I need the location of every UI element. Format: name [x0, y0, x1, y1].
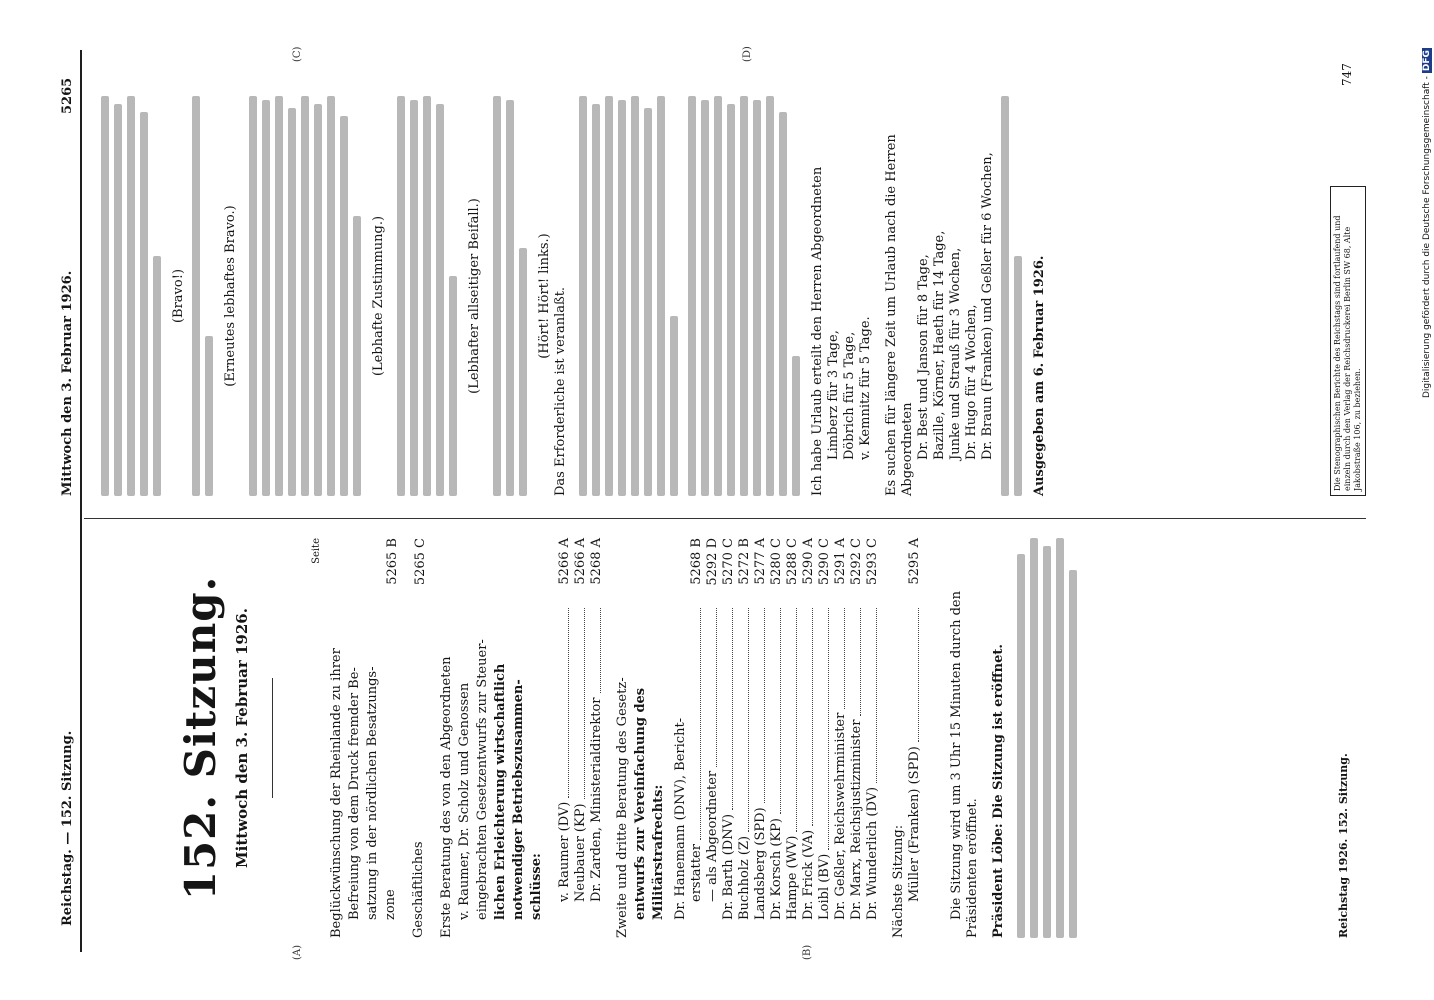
issue-date: Ausgegeben am 6. Februar 1926.: [1032, 255, 1047, 496]
speaker-page: 5295 A: [907, 538, 922, 585]
interjection: (Lebhafte Zustimmung.): [371, 215, 386, 377]
speaker-name: Hampe (WV): [785, 835, 800, 920]
toc-line: schlüsse:: [529, 853, 544, 920]
text-line: Dr. Hugo für 4 Wochen,: [964, 304, 979, 460]
speaker-page: 5268 A: [589, 538, 604, 585]
long-leave-paragraph: [884, 96, 1022, 496]
toc-line: zone: [383, 889, 398, 920]
speaker-page: 5290 C: [817, 538, 832, 586]
seite-label: Seite: [311, 538, 322, 564]
speaker-entry: [817, 538, 833, 938]
president-opening: Präsident Löbe: Die Sitzung ist eröffnet.: [991, 644, 1006, 938]
toc-line: Befreiung von dem Druck fremder Be-: [347, 667, 362, 920]
president-speech-placeholder: [1017, 538, 1077, 938]
next-session-label: Nächste Sitzung:: [891, 824, 906, 938]
margin-letter-c: (C): [292, 46, 303, 62]
toc-page-ref: 5265 B: [385, 538, 400, 585]
speaker-entry: [705, 538, 721, 938]
next-session: [891, 538, 923, 938]
text-line: Das Erforderliche ist veranlaßt.: [553, 286, 568, 496]
speaker-name: Dr. Wunderlich (DV): [865, 786, 880, 920]
text-line: Dr. Braun (Franken) und Geßler für 6 Wochen,: [980, 152, 995, 460]
digitization-credit: [1422, 48, 1432, 398]
speaker-page: 5270 C: [721, 538, 736, 586]
speaker-page: 5292 D: [705, 538, 720, 586]
speaker-entry: [907, 538, 923, 938]
speaker-page: 5280 C: [769, 538, 784, 586]
interjection: (Lebhafter allseitiger Beifall.): [467, 198, 482, 394]
text-line: Es suchen für längere Zeit um Urlaub nach die Herren Abgeordneten: [884, 134, 915, 496]
left-column: [96, 538, 1087, 938]
page-footer: Reichstag 1926. 152. Sitzung.: [1337, 753, 1350, 938]
speaker-name: erstatter: [689, 844, 704, 902]
speaker-name: Buchholz (Z): [737, 835, 752, 920]
toc-line: lichen Erleichterung wirtschaftlich: [493, 663, 508, 920]
speaker-name: Dr. Zarden, Ministerialdirektor: [589, 697, 604, 902]
toc-line: Militärstrafrechts:: [651, 784, 666, 920]
digitization-credit-text: Digitalisierung gefördert durch die Deutsche Forschungsgemeinschaft -: [1422, 76, 1432, 398]
toc-line: satzung in der nördlichen Besatzungs-: [365, 666, 380, 920]
speaker-page: 5288 C: [785, 538, 800, 586]
text-line: Dr. Best und Janson für 8 Tage,: [916, 254, 931, 460]
speaker-entry: [589, 538, 605, 938]
speaker-entry: [573, 538, 589, 938]
opening-paragraph: [949, 538, 981, 938]
paragraph-placeholder: [579, 96, 678, 496]
speaker-entry: [689, 538, 705, 938]
margin-letter-b: (B): [802, 944, 813, 960]
speaker-page: 5293 C: [865, 538, 880, 586]
text-line: Präsidenten eröffnet.: [965, 798, 980, 938]
paragraph-placeholder: [249, 96, 361, 496]
toc-line: notwendiger Betriebszusammen-: [511, 679, 526, 920]
text-line: Limberz für 3 Tage,: [826, 330, 841, 460]
toc-entry: [329, 538, 401, 938]
speaker-entry: [721, 538, 737, 938]
speaker-name: Dr. Barth (DNV): [721, 813, 736, 920]
speaker-entry: [801, 538, 817, 938]
text-line: Junke und Strauß für 3 Wochen,: [948, 247, 963, 460]
toc-line: Erste Beratung des von den Abgeordneten: [439, 656, 454, 938]
speaker-name: Landsberg (SPD): [753, 807, 768, 920]
paragraph-placeholder: [192, 96, 213, 496]
header-rule: [80, 50, 82, 952]
paragraph-placeholder: [397, 96, 457, 496]
dfg-logo: DFG: [1422, 50, 1432, 72]
speaker-entry: [833, 538, 849, 938]
speaker-entry: [769, 538, 785, 938]
speaker-name: Neubauer (KP): [573, 803, 588, 902]
toc-line: Beglückwünschung der Rheinlande zu ihrer: [329, 648, 344, 938]
speaker-name: Loibl (BV): [817, 853, 832, 920]
paragraph-placeholder: [101, 96, 161, 496]
toc-line: v. Raumer, Dr. Scholz und Genossen: [457, 682, 472, 920]
running-header-date: Mittwoch den 3. Februar 1926.: [60, 270, 75, 496]
speaker-page: 5292 C: [849, 538, 864, 586]
text-line: Bazille, Körner, Haeth für 14 Tage,: [932, 230, 947, 460]
leave-paragraph: [810, 96, 874, 496]
text-line: Döbrich für 5 Tage,: [842, 331, 857, 460]
speaker-entry: [785, 538, 801, 938]
toc-page-ref: 5265 C: [413, 538, 428, 586]
speaker-page: 5266 A: [573, 538, 588, 585]
page-signature: 747: [1340, 63, 1354, 86]
speaker-list-b: [673, 538, 881, 938]
column-divider: [84, 518, 1366, 519]
publisher-notice: Die Stenographischen Berichte des Reichstags sind fortlaufend und einzeln durch den Verlag der Reichsdruckerei Berlin SW 68, Alte Jakobstraße 106, zu beziehen.: [1330, 186, 1366, 496]
speaker-page: 5290 A: [801, 538, 816, 585]
speaker-name: Dr. Marx, Reichsjustizminister: [849, 719, 864, 920]
text-line: Die Sitzung wird um 3 Uhr 15 Minuten durch den: [949, 591, 964, 920]
margin-letter-a: (A): [292, 944, 303, 960]
speaker-entry: [673, 538, 689, 938]
speaker-name: — als Abgeordneter: [705, 770, 720, 902]
toc-entry: [411, 538, 429, 938]
speaker-name: Müller (Franken) (SPD): [907, 746, 922, 902]
session-date: Mittwoch den 3. Februar 1926.: [233, 608, 251, 868]
speaker-page: 5268 B: [689, 538, 704, 585]
right-column: [96, 96, 1048, 496]
session-title: 152. Sitzung.: [176, 575, 225, 901]
speaker-list-a: [557, 538, 605, 938]
toc-entry: [439, 538, 547, 938]
speaker-entry: [753, 538, 769, 938]
paragraph-placeholder: [493, 96, 527, 496]
speaker-entry: [737, 538, 753, 938]
speaker-name: v. Raumer (DV): [557, 801, 572, 902]
speaker-name: Dr. Korsch (KP): [769, 818, 784, 920]
interjection: (Hört! Hört! links.): [537, 233, 552, 359]
speaker-page: 5277 A: [753, 538, 768, 585]
text-line: v. Kemnitz für 5 Tage.: [858, 316, 873, 460]
speaker-page: 5266 A: [557, 538, 572, 585]
interjection: (Bravo!): [171, 268, 186, 324]
page-number: 5265: [60, 77, 75, 114]
speaker-entry: [557, 538, 573, 938]
text-line: Ich habe Urlaub erteilt den Herren Abgeordneten: [810, 166, 825, 496]
toc-entry-militaerstrafrecht: [615, 538, 667, 938]
speaker-page: 5291 A: [833, 538, 848, 585]
paragraph-placeholder: [688, 96, 800, 496]
interjection: (Erneutes lebhaftes Bravo.): [223, 205, 238, 387]
speaker-name: Dr. Frick (VA): [801, 829, 816, 920]
margin-letter-d: (D): [742, 46, 753, 62]
speaker-name: Dr. Geßler, Reichswehrminister: [833, 712, 848, 920]
speaker-page: 5272 B: [737, 538, 752, 585]
speaker-name: Dr. Hanemann (DNV), Bericht-: [673, 717, 688, 920]
running-header-left: Reichstag. — 152. Sitzung.: [60, 730, 75, 926]
speaker-entry: [865, 538, 881, 938]
toc-line: Geschäftliches: [411, 841, 426, 938]
toc-line: eingebrachten Gesetzentwurfs zur Steuer-: [475, 639, 490, 920]
toc-line: entwurfs zur Vereinfachung des: [633, 687, 648, 920]
scanned-page: [42, 36, 1382, 966]
speaker-entry: [849, 538, 865, 938]
title-separator: [272, 678, 273, 798]
toc-line: Zweite und dritte Beratung des Gesetz-: [615, 677, 630, 938]
